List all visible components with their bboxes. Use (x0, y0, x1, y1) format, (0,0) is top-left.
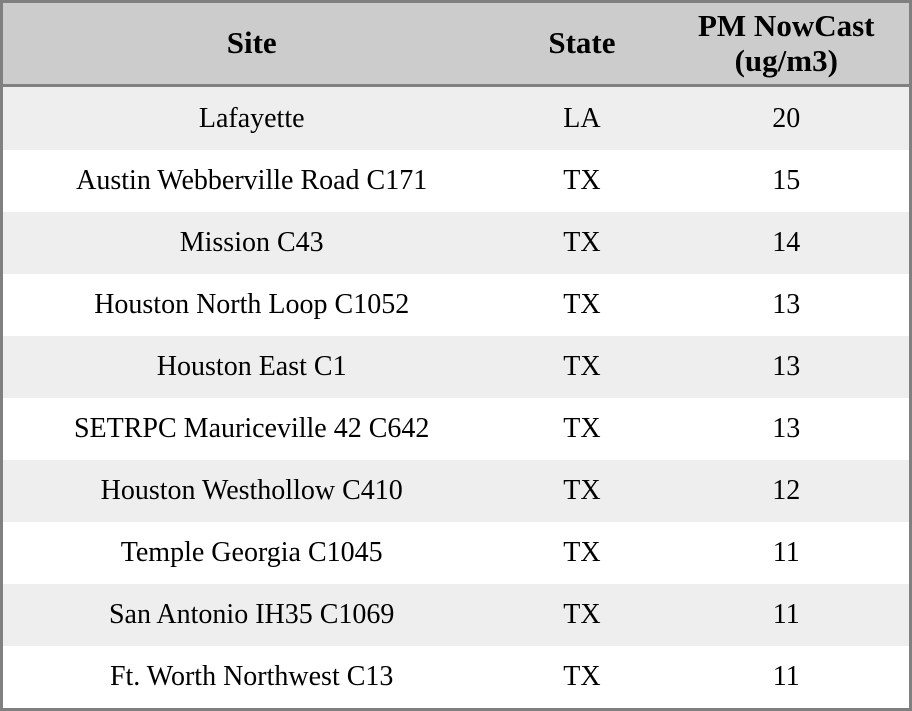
cell-site: SETRPC Mauriceville 42 C642 (3, 398, 500, 460)
cell-site: Houston Westhollow C410 (3, 460, 500, 522)
cell-value: 11 (663, 522, 909, 584)
cell-site: Temple Georgia C1045 (3, 522, 500, 584)
table-row (3, 460, 909, 522)
cell-site: Ft. Worth Northwest C13 (3, 646, 500, 708)
table-row (3, 274, 909, 336)
header-row (3, 3, 909, 86)
cell-site: San Antonio IH35 C1069 (3, 584, 500, 646)
cell-state: TX (500, 336, 663, 398)
cell-state: LA (500, 86, 663, 151)
cell-state: TX (500, 584, 663, 646)
cell-site: Mission C43 (3, 212, 500, 274)
cell-state: TX (500, 646, 663, 708)
cell-site: Lafayette (3, 86, 500, 151)
cell-value: 11 (663, 584, 909, 646)
cell-value: 13 (663, 336, 909, 398)
column-header-pm-nowcast: PM NowCast (ug/m3) (663, 3, 909, 86)
table-row (3, 212, 909, 274)
cell-site: Houston East C1 (3, 336, 500, 398)
cell-value: 11 (663, 646, 909, 708)
pm-nowcast-table (3, 3, 909, 708)
column-header-state: State (500, 3, 663, 86)
cell-state: TX (500, 212, 663, 274)
table-row (3, 336, 909, 398)
table-row (3, 584, 909, 646)
table-row (3, 398, 909, 460)
cell-state: TX (500, 460, 663, 522)
table-header (3, 3, 909, 86)
cell-state: TX (500, 522, 663, 584)
cell-state: TX (500, 398, 663, 460)
table-row (3, 646, 909, 708)
cell-state: TX (500, 274, 663, 336)
cell-state: TX (500, 150, 663, 212)
cell-site: Houston North Loop C1052 (3, 274, 500, 336)
cell-value: 13 (663, 398, 909, 460)
table-row (3, 150, 909, 212)
cell-site: Austin Webberville Road C171 (3, 150, 500, 212)
table-row (3, 522, 909, 584)
cell-value: 14 (663, 212, 909, 274)
cell-value: 13 (663, 274, 909, 336)
table-row (3, 86, 909, 151)
cell-value: 20 (663, 86, 909, 151)
cell-value: 12 (663, 460, 909, 522)
table-body (3, 86, 909, 708)
column-header-site: Site (3, 3, 500, 86)
cell-value: 15 (663, 150, 909, 212)
